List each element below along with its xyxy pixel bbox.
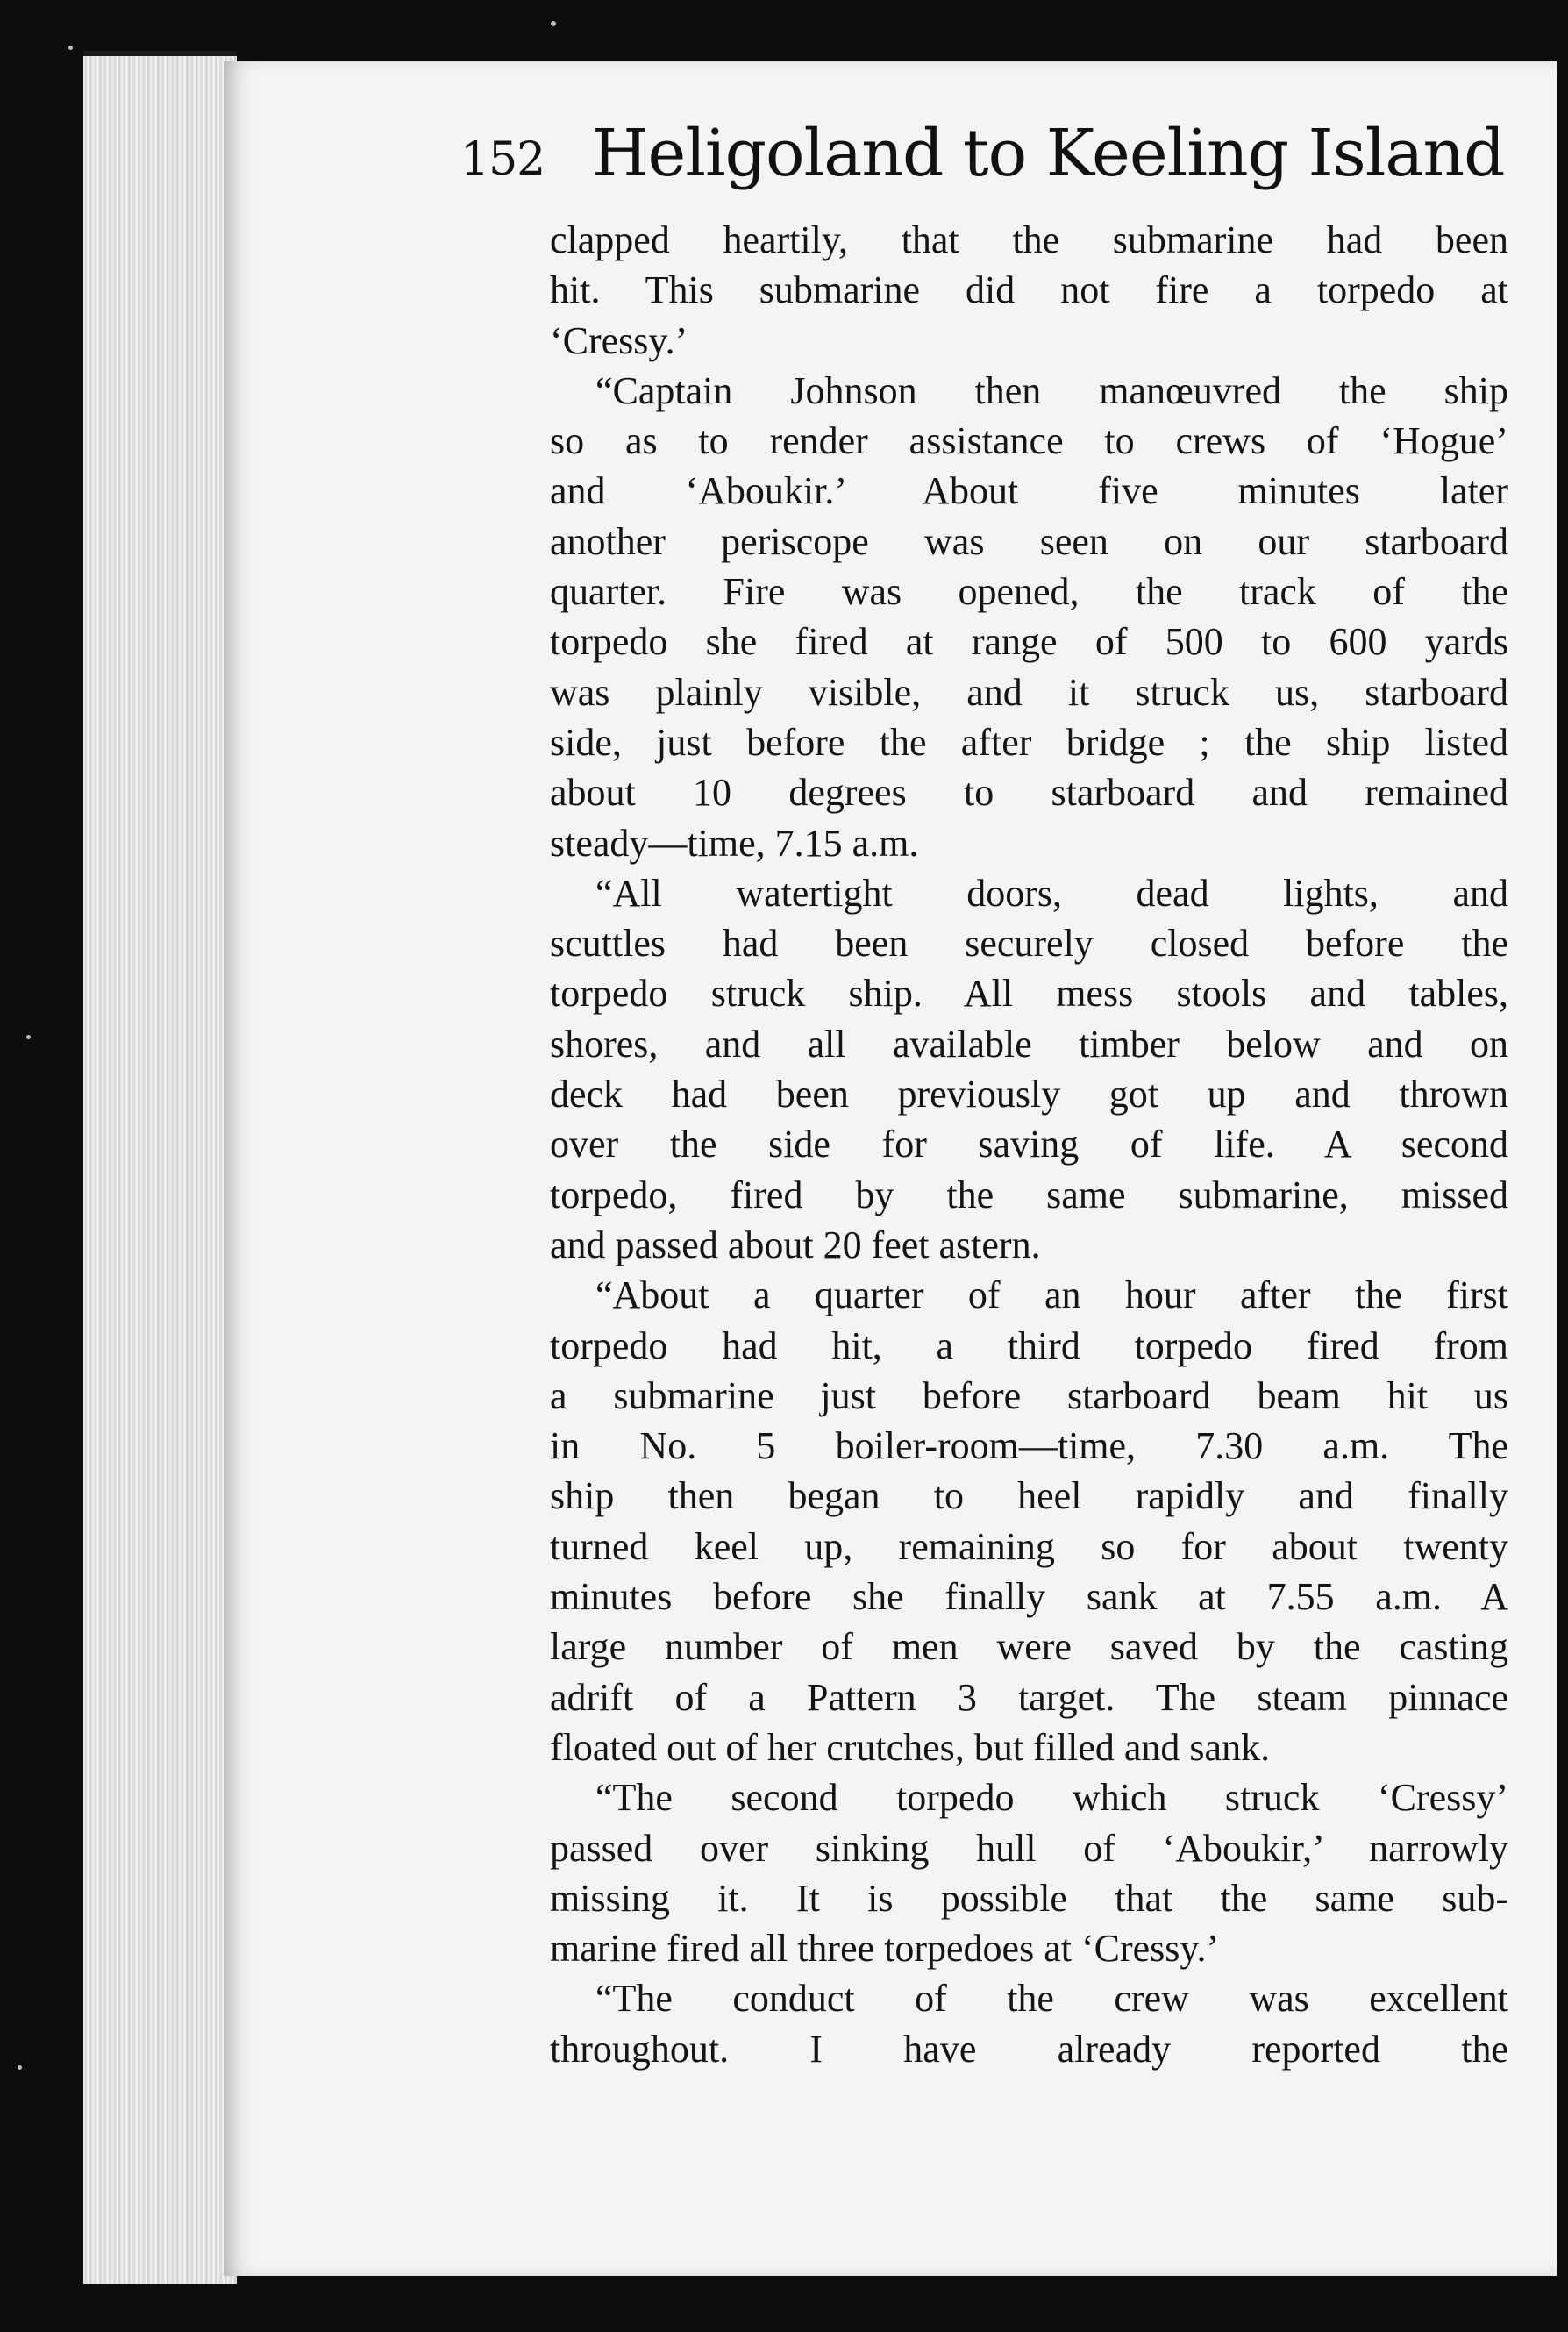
paragraph [550, 1270, 1508, 1772]
text-line: floated out of her crutches, but filled and sank. [550, 1725, 1271, 1769]
text-line: torpedo she fired at range of 500 to 600 yards [550, 620, 1508, 664]
book-title: Heligoland to Keeling Island [592, 116, 1505, 191]
text-line: ship then began to heel rapidly and finally [550, 1474, 1508, 1518]
text-line: torpedo had hit, a third torpedo fired from [550, 1323, 1508, 1367]
text-line: scuttles had been securely closed before the [550, 922, 1508, 966]
scan-speck [551, 21, 556, 26]
scan-speck [18, 2065, 22, 2070]
paragraph [550, 868, 1508, 1270]
text-line: “Captain Johnson then manœuvred the ship [595, 368, 1508, 412]
text-line: so as to render assistance to crews of ‘Hogue’ [550, 419, 1508, 463]
book-page-edges [83, 51, 237, 2284]
text-line: missing it. It is possible that the same sub- [550, 1876, 1508, 1920]
page-number: 152 [460, 133, 545, 186]
text-line: shores, and all available timber below and on [550, 1022, 1508, 1066]
running-head [460, 114, 1505, 197]
text-line: clapped heartily, that the submarine had been [550, 218, 1508, 261]
text-line: adrift of a Pattern 3 target. The steam pinnace [550, 1675, 1508, 1719]
paragraph [550, 215, 1508, 366]
text-line: another periscope was seen on our starboard [550, 519, 1508, 563]
text-line: torpedo, fired by the same submarine, missed [550, 1173, 1508, 1216]
scan-speck [68, 46, 73, 50]
text-line: marine fired all three torpedoes at ‘Cressy.’ [550, 1927, 1220, 1971]
text-line: a submarine just before starboard beam hit us [550, 1373, 1508, 1417]
text-line: throughout. I have already reported the [550, 2027, 1508, 2071]
text-line: “The conduct of the crew was excellent [595, 1977, 1508, 2021]
paragraph [550, 1772, 1508, 1973]
text-line: side, just before the after bridge ; the ship listed [550, 720, 1508, 764]
text-line: in No. 5 boiler-room—time, 7.30 a.m. The [550, 1424, 1508, 1468]
text-line: torpedo struck ship. All mess stools and tables, [550, 972, 1508, 1016]
text-line: and passed about 20 feet astern. [550, 1223, 1041, 1266]
scan-speck [26, 1035, 31, 1039]
paragraph [550, 1973, 1508, 2074]
text-line: “The second torpedo which struck ‘Cressy’ [595, 1776, 1508, 1820]
text-line: “All watertight doors, dead lights, and [595, 871, 1508, 915]
body-text [550, 215, 1508, 2074]
text-line: ‘Cressy.’ [550, 318, 688, 362]
paragraph [550, 366, 1508, 868]
text-line: passed over sinking hull of ‘Aboukir,’ narrowly [550, 1826, 1508, 1870]
text-line: quarter. Fire was opened, the track of the [550, 570, 1508, 614]
text-line: and ‘Aboukir.’ About five minutes later [550, 469, 1508, 513]
text-line: over the side for saving of life. A second [550, 1123, 1508, 1166]
text-line: steady—time, 7.15 a.m. [550, 821, 919, 865]
text-line: large number of men were saved by the casting [550, 1625, 1508, 1669]
text-line: “About a quarter of an hour after the first [595, 1273, 1508, 1317]
text-line: hit. This submarine did not fire a torpedo at [550, 268, 1508, 312]
text-line: minutes before she finally sank at 7.55 a.m. A [550, 1575, 1508, 1619]
text-line: about 10 degrees to starboard and remained [550, 771, 1508, 815]
text-line: was plainly visible, and it struck us, starboard [550, 670, 1508, 714]
text-line: turned keel up, remaining so for about twenty [550, 1524, 1508, 1568]
text-line: deck had been previously got up and thrown [550, 1073, 1508, 1116]
